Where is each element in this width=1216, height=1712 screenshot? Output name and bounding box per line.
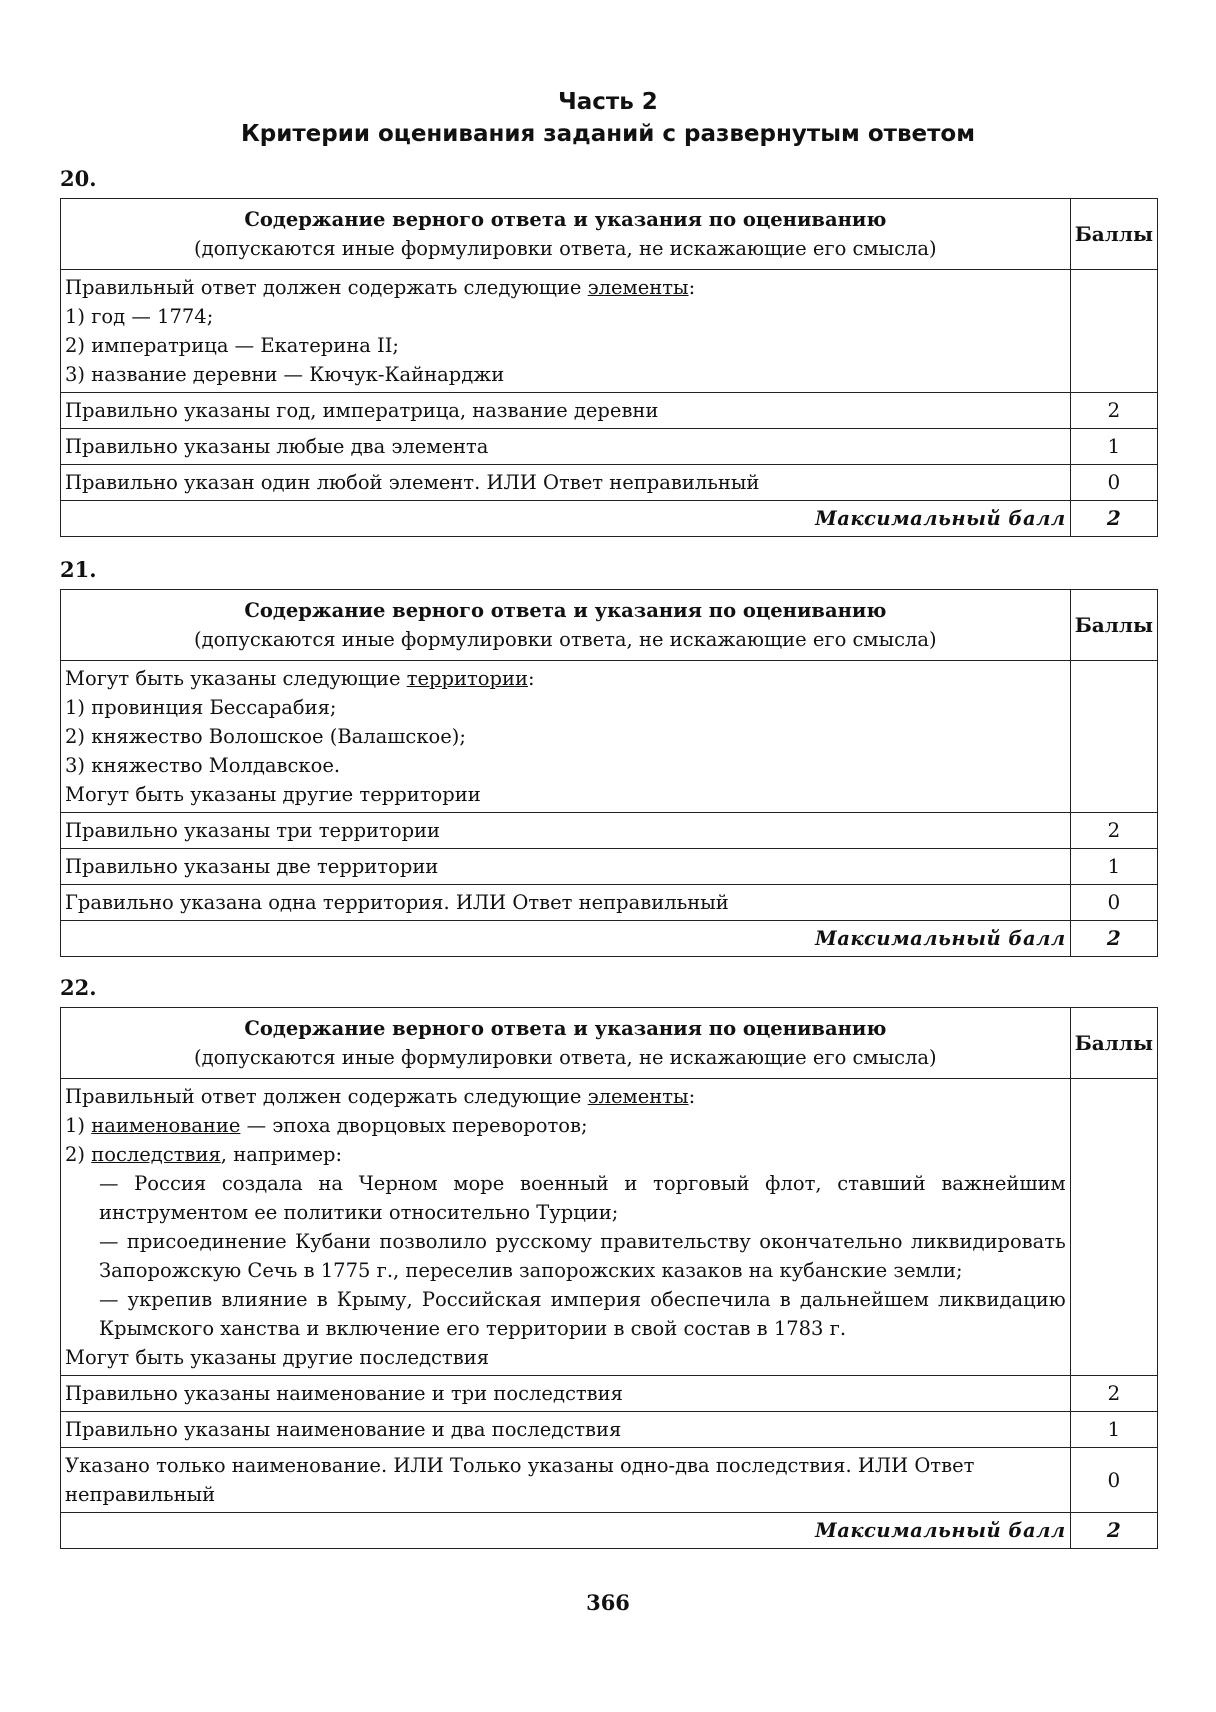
item-number: 1) [65,1114,92,1137]
criteria-table-22 [60,1007,1158,1549]
page-number: 366 [586,1590,630,1615]
points-value: 0 [1070,885,1157,921]
content-header [61,590,1071,661]
list-item: 1) год — 1774; [65,305,214,328]
item-text: — эпоха дворцовых переворотов; [240,1114,588,1137]
intro-text: Правильный ответ должен содержать следующие [65,1085,588,1108]
list-item: 2) княжество Волошское (Валашское); [65,725,466,748]
content-title: Содержание верного ответа и указания по оцениванию [244,1017,887,1040]
criteria-row [61,1448,1158,1513]
criteria-row [61,849,1158,885]
points-cell-empty [1070,661,1157,813]
list-item: 1) провинция Бессарабия; [65,696,337,719]
list-item: 3) название деревни — Кючук-Кайнарджи [65,363,505,386]
content-note: (допускаются иные формулировки ответа, не искажающие его смысла) [194,237,937,260]
max-score-row [61,501,1158,537]
content-header [61,1008,1071,1079]
answer-content [61,1079,1071,1376]
content-note: (допускаются иные формулировки ответа, не искажающие его смысла) [194,1046,937,1069]
consequence-item: — Россия создала на Черном море военный и торговый флот, ставший важнейшим инструментом ее политики относительно Турции; [99,1172,1066,1224]
outro-text: Могут быть указаны другие территории [65,783,481,806]
criteria-text: Правильно указаны год, императрица, название деревни [61,393,1071,429]
points-value: 2 [1070,1376,1157,1412]
max-score-value: 2 [1070,501,1157,537]
points-header: Баллы [1070,1008,1157,1079]
points-value: 2 [1070,393,1157,429]
criteria-text: Правильно указаны три территории [61,813,1071,849]
page-header [0,86,1216,150]
points-value: 0 [1070,465,1157,501]
criteria-text: Правильно указан один любой элемент. ИЛИ Ответ неправильный [61,465,1071,501]
consequence-item: — укрепив влияние в Крыму, Российская империя обеспечила в дальнейшем ликвидацию Крымского ханства и включение его территории в свой состав в 1783 г. [99,1288,1066,1340]
intro-text: Правильный ответ должен содержать следующие [65,276,588,299]
criteria-row [61,813,1158,849]
max-score-label: Максимальный балл [61,501,1071,537]
answer-content-row [61,270,1158,393]
part-title: Часть 2 [558,89,658,115]
points-value: 1 [1070,429,1157,465]
task-number-22: 22. [60,975,97,1000]
criteria-table-20 [60,198,1158,537]
points-cell-empty [1070,1079,1157,1376]
intro-underlined: элементы [587,276,689,299]
criteria-row [61,1376,1158,1412]
points-value: 0 [1070,1448,1157,1513]
intro-underlined: элементы [587,1085,689,1108]
criteria-text: Правильно указаны наименование и три последствия [61,1376,1071,1412]
points-header: Баллы [1070,199,1157,270]
answer-content-row [61,1079,1158,1376]
criteria-text: Правильно указаны наименование и два последствия [61,1412,1071,1448]
points-value: 1 [1070,1412,1157,1448]
criteria-row [61,393,1158,429]
list-item [65,1111,1066,1140]
criteria-text: Правильно указаны две территории [61,849,1071,885]
answer-content-row [61,661,1158,813]
criteria-row [61,885,1158,921]
task-number-21: 21. [60,557,97,582]
content-title: Содержание верного ответа и указания по оцениванию [244,208,887,231]
list-item: 2) императрица — Екатерина II; [65,334,400,357]
consequence-item: — присоединение Кубани позволило русскому правительству окончательно ликвидировать Запорожскую Сечь в 1775 г., переселив запорожских казаков на кубанские земли; [99,1230,1066,1282]
points-value: 1 [1070,849,1157,885]
answer-content [61,270,1071,393]
item-text: , например: [220,1143,343,1166]
table-header-row [61,590,1158,661]
criteria-text: Правильно указаны любые два элемента [61,429,1071,465]
item-underlined: наименование [91,1114,241,1137]
task-number-20: 20. [60,166,97,191]
criteria-text: Указано только наименование. ИЛИ Только указаны одно-два последствия. ИЛИ Ответ неправильный [61,1448,1071,1513]
content-title: Содержание верного ответа и указания по оцениванию [244,599,887,622]
content-note: (допускаются иные формулировки ответа, не искажающие его смысла) [194,628,937,651]
criteria-row [61,1412,1158,1448]
max-score-row [61,921,1158,957]
max-score-value: 2 [1070,921,1157,957]
item-underlined: последствия [91,1143,221,1166]
content-header [61,199,1071,270]
max-score-value: 2 [1070,1513,1157,1549]
criteria-table-21 [60,589,1158,957]
table-header-row [61,199,1158,270]
max-score-label: Максимальный балл [61,921,1071,957]
max-score-label: Максимальный балл [61,1513,1071,1549]
intro-underlined: территории [406,667,528,690]
intro-colon: : [688,276,696,299]
item-number: 2) [65,1143,92,1166]
intro-colon: : [527,667,535,690]
intro-colon: : [688,1085,696,1108]
criteria-row [61,429,1158,465]
criteria-text: Гравильно указана одна территория. ИЛИ Ответ неправильный [61,885,1071,921]
points-cell-empty [1070,270,1157,393]
section-title: Критерии оценивания заданий с развернутым ответом [240,121,976,147]
intro-text: Могут быть указаны следующие [65,667,407,690]
list-item: 3) княжество Молдавское. [65,754,341,777]
criteria-row [61,465,1158,501]
table-header-row [61,1008,1158,1079]
max-score-row [61,1513,1158,1549]
list-item [65,1140,1066,1169]
outro-text: Могут быть указаны другие последствия [65,1346,490,1369]
answer-content [61,661,1071,813]
points-value: 2 [1070,813,1157,849]
points-header: Баллы [1070,590,1157,661]
